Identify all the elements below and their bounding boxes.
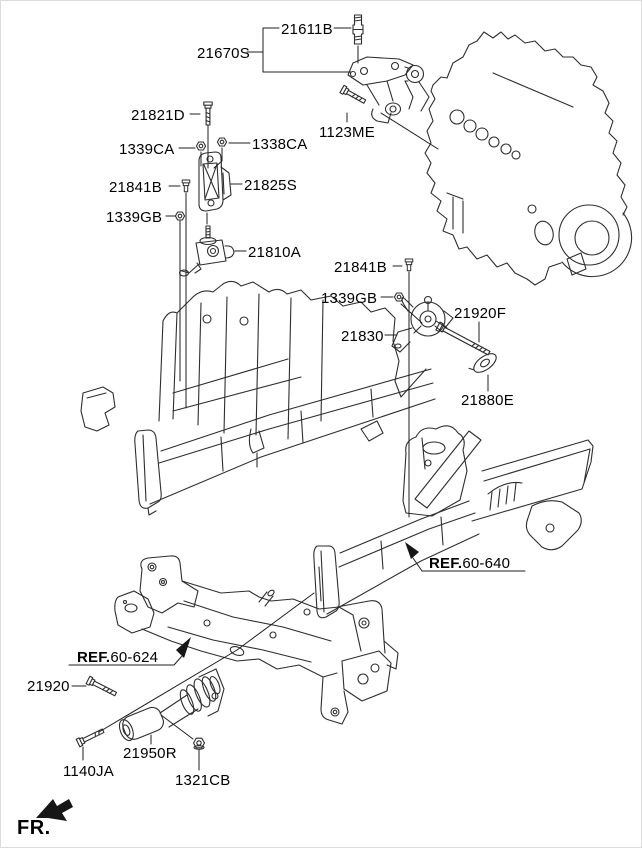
ref-label-60-624 — [77, 649, 158, 666]
part-label-21950R: 21950R — [123, 745, 177, 762]
part-labels — [27, 21, 514, 789]
part-label-1123ME: 1123ME — [319, 124, 375, 141]
ref-60-624-prefix: REF. — [77, 649, 111, 666]
engine-mount-21810A-drawing — [180, 226, 235, 276]
bolt-21841B-right-drawing — [405, 259, 413, 271]
fr-arrow-icon — [36, 799, 73, 821]
part-label-1321CB: 1321CB — [175, 772, 231, 789]
bracket-21825S-drawing — [199, 152, 231, 211]
part-label-21611B: 21611B — [281, 21, 333, 38]
bolt-21821D-drawing — [204, 102, 212, 125]
subframe-crossmember-drawing — [115, 556, 398, 724]
bracket-21880E-drawing — [468, 350, 499, 378]
right-side-member-drawing — [314, 426, 593, 618]
part-label-21825S: 21825S — [244, 177, 297, 194]
bolt-21920F-drawing — [436, 322, 491, 357]
engine-support-bracket-21670S-drawing — [348, 57, 429, 123]
bolt-21920-drawing — [86, 676, 117, 698]
ref-60-640-number: 60-640 — [462, 555, 511, 572]
nut-1321CB-drawing — [194, 738, 205, 749]
front-direction-indicator — [17, 799, 73, 839]
nut-1339CA-drawing — [196, 142, 205, 150]
nut-1338CA-drawing — [217, 138, 226, 146]
part-label-1339GB-right: 1339GB — [321, 290, 378, 307]
fr-label: FR. — [17, 817, 51, 839]
stud-21611B-drawing — [353, 15, 363, 44]
bolt-1140JA-drawing — [76, 727, 105, 747]
nut-1339GB-left-drawing — [175, 212, 184, 220]
engine-block-drawing — [425, 32, 632, 285]
part-label-21880E: 21880E — [461, 392, 514, 409]
roll-rod-mount-21950R-drawing — [116, 669, 224, 743]
ref-60-624-arrowhead — [176, 637, 191, 658]
bolt-21841B-left-drawing — [182, 180, 190, 192]
part-label-1339GB-left: 1339GB — [106, 209, 163, 226]
part-label-21821D: 21821D — [131, 107, 185, 124]
ref-60-624-number: 60-624 — [110, 649, 159, 666]
left-side-member-drawing — [81, 281, 435, 515]
part-label-1140JA: 1140JA — [63, 763, 114, 780]
part-label-21810A: 21810A — [248, 244, 301, 261]
bolt-1123ME-drawing — [340, 85, 367, 105]
part-label-1339CA: 1339CA — [119, 141, 175, 158]
mounting-diagram-svg — [1, 1, 642, 849]
part-label-21841B-right: 21841B — [334, 259, 387, 276]
part-label-21670S: 21670S — [197, 45, 250, 62]
part-label-21920F: 21920F — [454, 305, 507, 322]
ref-60-640-prefix: REF. — [429, 555, 463, 572]
part-label-21920: 21920 — [27, 678, 70, 695]
part-label-21841B-left: 21841B — [109, 179, 162, 196]
ref-60-640-arrowhead — [405, 542, 419, 559]
part-label-1338CA: 1338CA — [252, 136, 308, 153]
transaxle-mount-21830-drawing — [392, 297, 453, 353]
part-label-21830: 21830 — [341, 328, 384, 345]
ref-label-60-640 — [429, 555, 510, 572]
